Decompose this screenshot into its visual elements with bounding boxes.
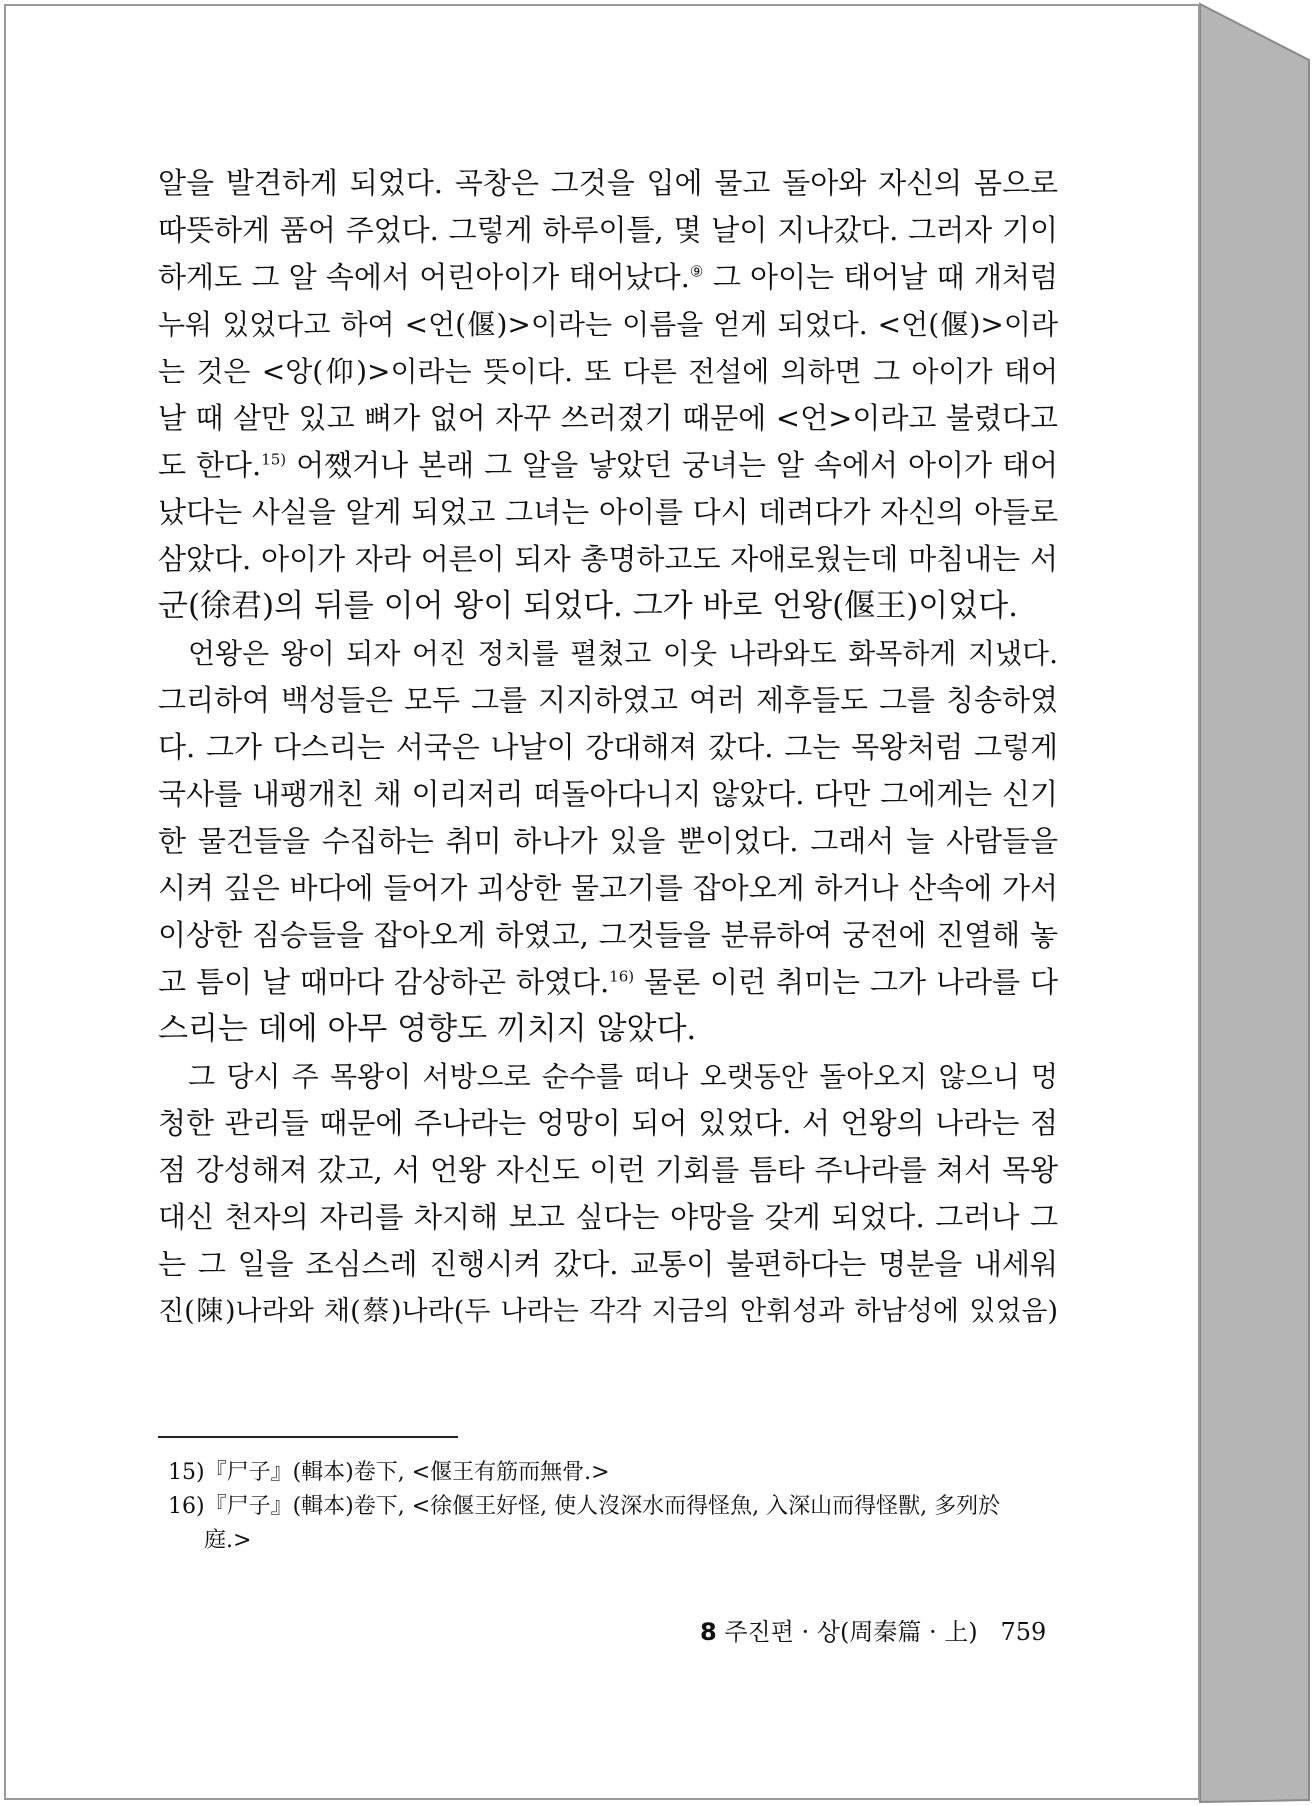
footnote-divider <box>158 1436 458 1438</box>
text-line: 스리는 데에 아무 영향도 끼치지 않았다. <box>158 1011 697 1047</box>
footnote-16: 16)『尸子』(輯本)卷下, <徐偃王好怪, 使人沒深水而得怪魚, 入深山而得怪獸, 多列於 <box>168 1494 1001 1519</box>
text-line: 났다는 사실을 알게 되었고 그녀는 아이를 다시 데려다가 자신의 아들로 <box>158 495 1058 529</box>
text-line: 이상한 짐승들을 잡아오게 하였고, 그것들을 분류하여 궁전에 진열해 놓 <box>158 918 1058 952</box>
text-line: 언왕은 왕이 되자 어진 정치를 펼쳤고 이웃 나라와도 화목하게 지냈다. <box>188 637 1058 670</box>
text-line: 도 한다.$^{15)}$ 어쨌거나 본래 그 알을 낳았던 궁녀는 알 속에서 아이가 태어 <box>158 448 1058 482</box>
footnote-16-continued: 庭.> <box>204 1528 252 1553</box>
text-line: 국사를 내팽개친 채 이리저리 떠돌아다니지 않았다. 다만 그에게는 신기 <box>158 777 1058 811</box>
text-line: 따뜻하게 품어 주었다. 그렇게 하루이틀, 몇 날이 지나갔다. 그러자 기이 <box>158 213 1058 247</box>
text-line: 는 그 일을 조심스레 진행시켜 갔다. 교통이 불편하다는 명분을 내세워 <box>158 1247 1058 1281</box>
text-line: 하게도 그 알 속에서 어린아이가 태어났다.⑨ 그 아이는 태어날 때 개처럼 <box>158 260 1058 294</box>
text-line: 군(徐君)의 뒤를 이어 왕이 되었다. 그가 바로 언왕(偃王)이었다. <box>158 588 1018 624</box>
text-line: 시켜 깊은 바다에 들어가 괴상한 물고기를 잡아오게 하거나 산속에 가서 <box>158 871 1058 905</box>
text-line: 점 강성해져 갔고, 서 언왕 자신도 이런 기회를 틈타 주나라를 쳐서 목왕 <box>158 1153 1058 1187</box>
footnote-ref[interactable]: 15) <box>261 450 287 469</box>
text-line: 그리하여 백성들은 모두 그를 지지하였고 여러 제후들도 그를 칭송하였 <box>158 683 1058 717</box>
text-line: 대신 천자의 자리를 차지해 보고 싶다는 야망을 갖게 되었다. 그러나 그 <box>158 1200 1058 1234</box>
text-line: 한 물건들을 수집하는 취미 하나가 있을 뿐이었다. 그래서 늘 사람들을 <box>158 824 1058 858</box>
page-footer <box>700 1612 1047 1647</box>
footnote-ref[interactable]: ⑨ <box>689 262 704 281</box>
page-number: 759 <box>1000 1618 1047 1646</box>
footnote-ref[interactable]: 16) <box>609 967 635 986</box>
text-line: 알을 발견하게 되었다. 곡창은 그것을 입에 물고 돌아와 자신의 몸으로 <box>158 166 1058 200</box>
text-line: 그 당시 주 목왕이 서방으로 순수를 떠나 오랫동안 돌아오지 않으니 멍 <box>188 1060 1058 1093</box>
text-line: 누워 있었다고 하여 <언(偃)>이라는 이름을 얻게 되었다. <언(偃)>이라 <box>158 308 1058 341</box>
text-line: 다. 그가 다스리는 서국은 나날이 강대해져 갔다. 그는 목왕처럼 그렇게 <box>158 730 1058 764</box>
chapter-number: 8 <box>700 1618 717 1646</box>
footnotes <box>168 1456 1048 1558</box>
text-line: 는 것은 <앙(仰)>이라는 뜻이다. 또 다른 전설에 의하면 그 아이가 태어 <box>158 355 1058 388</box>
text-line: 삼았다. 아이가 자라 어른이 되자 총명하고도 자애로웠는데 마침내는 서 <box>158 542 1058 576</box>
body-text <box>158 160 1058 1335</box>
footnote-15: 15)『尸子』(輯本)卷下, <偃王有筋而無骨.> <box>168 1460 610 1485</box>
text-line: 날 때 살만 있고 뼈가 없어 자꾸 쓰러졌기 때문에 <언>이라고 불렸다고 <box>158 401 1058 435</box>
text-line: 고 틈이 날 때마다 감상하곤 하였다.$^{16)}$ 물론 이런 취미는 그가 나라를 다 <box>158 965 1058 999</box>
text-line: 청한 관리들 때문에 주나라는 엉망이 되어 있었다. 서 언왕의 나라는 점 <box>158 1106 1058 1140</box>
chapter-title: 주진편 · 상(周秦篇 · 上) <box>724 1618 978 1646</box>
text-line: 진(陳)나라와 채(蔡)나라(두 나라는 각각 지금의 안휘성과 하남성에 있었음) <box>158 1296 1058 1327</box>
